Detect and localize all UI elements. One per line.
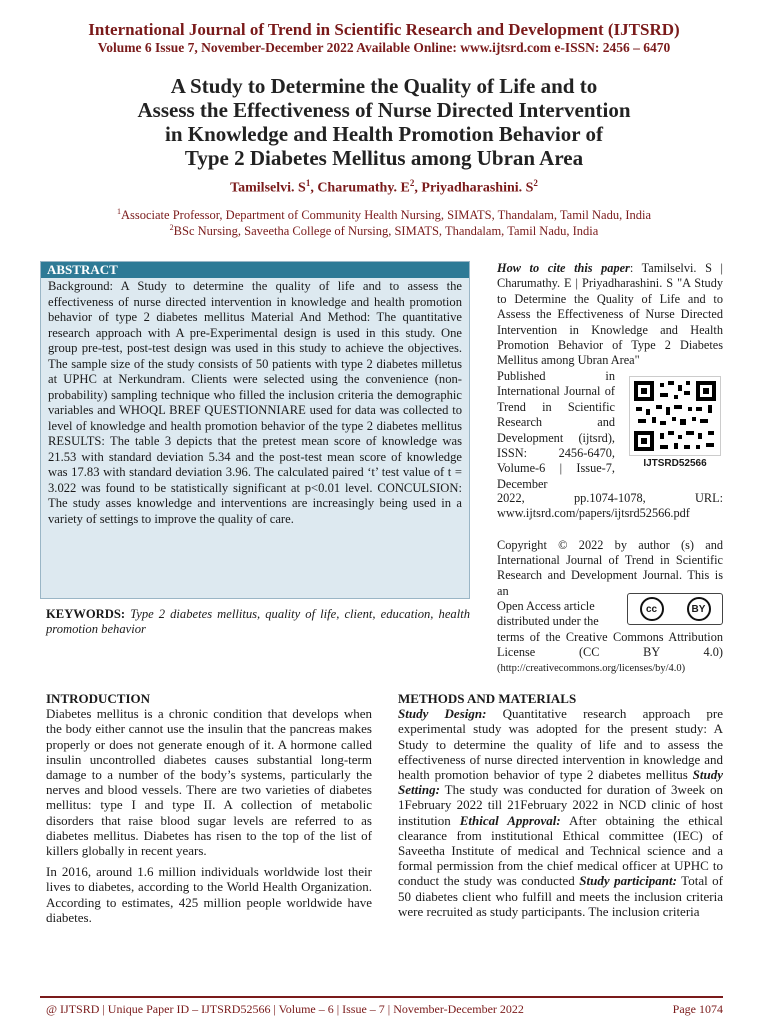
qr-label: IJTSRD52566 [629, 456, 721, 472]
affiliation-text: BSc Nursing, Saveetha College of Nursing, SIMATS, Thandalam, Tamil Nadu, India [173, 224, 599, 239]
abstract-heading: ABSTRACT [41, 262, 469, 278]
author-sup: 2 [409, 178, 415, 188]
study-setting-text: The study was conducted for duration of 3week on 1February 2022 till 21February 2022 in NCD clinic of host institution [398, 782, 723, 828]
citation-published: Published in International Journal of Trend in Scientific Research and Development (ijtsrd), ISSN: 2456-6470, Volume-6 | Issue-7, December [497, 369, 615, 491]
study-design-text: Quantitative research approach pre experimental study was adopted for the present study: A Study to determine the quality of life and to assess the effectiveness of nurse directed intervention in knowledge and health promotion behavior of type 2 diabetes mellitus [398, 706, 724, 783]
ethical-approval-text: After obtaining the ethical clearance from institutional Ethical committee (IEC) of Saveetha Institute of medical and Technical science and a formal permission from the chief medical officer at UPHC to conduct the study was conducted [398, 812, 724, 889]
section-heading: METHODS AND MATERIALS [398, 691, 577, 706]
author-name: Charumathy. E [317, 180, 410, 196]
author-name: Tamilselvi. S [230, 180, 306, 196]
author-name: Priyadharashini. S [421, 180, 534, 196]
title-line: in Knowledge and Health Promotion Behavior of [165, 122, 603, 146]
author-list [0, 178, 768, 197]
affiliation [0, 223, 768, 239]
license-text: terms of the Creative Commons Attribution License (CC BY 4.0) [497, 630, 723, 660]
copyright-text: Copyright © 2022 by author (s) and International Journal of Trend in Scientific Research and Development Journal. This is an [497, 538, 723, 598]
ethical-approval-label: Ethical Approval: [459, 812, 561, 828]
author-sup: 1 [305, 178, 311, 188]
section-heading: INTRODUCTION [46, 691, 151, 706]
author-sep: , [414, 180, 422, 196]
paragraph [398, 706, 723, 919]
author-sup: 2 [533, 178, 538, 188]
footer-info: @ IJTSRD | Unique Paper ID – IJTSRD52566 | Volume – 6 | Issue – 7 | November-December 2022 [46, 1002, 524, 1016]
citation-url: 2022, pp.1074-1078, URL: www.ijtsrd.com/papers/ijtsrd52566.pdf [497, 491, 723, 521]
license-url: (http://creativecommons.org/licenses/by/4.0) [497, 663, 686, 675]
author-sep: , [310, 180, 318, 196]
study-design-label: Study Design: [398, 706, 487, 722]
page-number: Page 1074 [672, 1002, 723, 1016]
abstract-box [40, 261, 470, 599]
study-setting-label: Study Setting: [398, 767, 723, 798]
title-line: Type 2 Diabetes Mellitus among Ubran Area [184, 146, 584, 170]
cc-by-badge [627, 593, 723, 625]
journal-volume-line: Volume 6 Issue 7, November-December 2022 Available Online: www.ijtsrd.com e-ISSN: 2456 – 6470 [97, 40, 671, 55]
citation-text: : Tamilselvi. S | Charumathy. E | Priyadharashini. S "A Study to Determine the Quality of Life and to Assess the Effectiveness of Nurse Directed Intervention in Knowledge and Health Promotion Behavior of Type 2 Diabetes Mellitus among Ubran Area" [497, 261, 723, 368]
keywords-text: Type 2 diabetes mellitus, quality of life, client, education, health promotion behavior [46, 607, 471, 636]
paragraph: Diabetes mellitus is a chronic condition that develops when the body either cannot use the insulin that the pancreas makes properly or does not generate enough of it. A hormone called insulin uncontrolled diabetes causes substantial long-term damage to a number of the body’s systems, particularly the nerves and blood vessels. There are two varieties of diabetes mellitus: type I and type II. A collection of metabolic disorders that raise blood sugar levels are referred to as diabetes mellitus. Diabetes has risen to the top of the list of killers globally in recent years. [46, 706, 372, 859]
footer-divider [40, 996, 723, 998]
creative-commons-icon: cc [640, 597, 664, 621]
copyright-open-access: Open Access article distributed under the [497, 599, 599, 629]
title-line: A Study to Determine the Quality of Life and to [170, 74, 598, 98]
citation-block [497, 261, 723, 369]
page-footer [46, 1002, 723, 1017]
introduction-section [46, 691, 372, 931]
abstract-text: Background: A Study to determine the quality of life and to assess the effectiveness of nurse directed intervention in knowledge and health promotion behavior of type 2 diabetes mellitus Material And Method: The quantitative research approach with A pre-Experimental design is used in this study. One group pre-test, post-test design was used in this study to achieve the objectives. The sample size of the study consists of 50 patients with type 2 diabetes milletus at UPHC at Nerkundram. Clients were selected using the convenience (non-probability) sampling technique who filled the inclusion criteria the demographic variables and WHOQL BREF QUESTIONNIARE used for data was collected to level of knowledge and health promotion behavior of the type 2 diabetes mellitus RESULTS: The table 3 depicts that the pretest mean score of knowledge was 21.53 with standard deviation 5.34 and the post-test mean score of knowledge was 17.83 with standard deviation 3.96. The calculated paired ‘t’ test value of t = 3.022 was found to be statistically significant at p<0.01 level. CONCULSION: The study asses knowledge and interventions are increasingly being used in a variety of settings to improve the quality of care. [48, 279, 462, 526]
paragraph: In 2016, around 1.6 million individuals worldwide lost their lives to diabetes, according to the World Health Organization. According to estimates, 425 million people worldwide have diabetes. [46, 864, 372, 925]
methods-section [398, 691, 723, 919]
affiliation-sup: 2 [169, 223, 174, 232]
qr-code-block [629, 376, 721, 474]
copyright-license [497, 630, 723, 677]
citation-lead: How to cite this paper [497, 261, 630, 275]
affiliation [0, 207, 768, 223]
study-participant-text: Total of 50 diabetes client who fulfill and meets the inclusion criteria were recruited as study participants. The inclusion criteria [398, 873, 724, 919]
qr-code-icon [629, 376, 721, 456]
attribution-icon: BY [687, 597, 711, 621]
title-line: Assess the Effectiveness of Nurse Directed Intervention [137, 98, 631, 122]
affiliation-sup: 1 [116, 207, 121, 216]
keywords [46, 607, 470, 637]
journal-title: International Journal of Trend in Scientific Research and Development (IJTSRD) [88, 20, 680, 39]
study-participant-label: Study participant: [579, 873, 677, 889]
affiliation-text: Associate Professor, Department of Community Health Nursing, SIMATS, Thandalam, Tamil Nadu, India [120, 208, 652, 223]
keywords-label: KEYWORDS: [46, 607, 126, 621]
paper-title [40, 74, 728, 170]
